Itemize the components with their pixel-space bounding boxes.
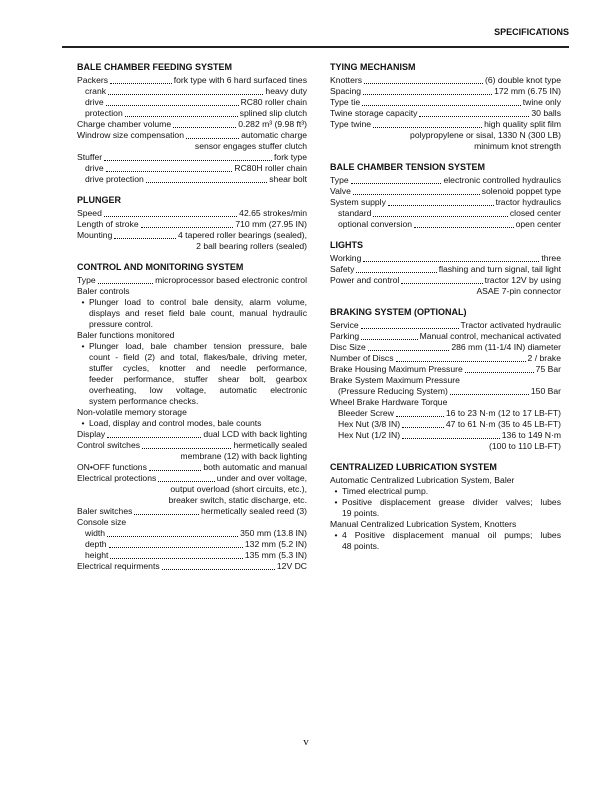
spec-row-electrical-protections: Electrical protections under and over voltage, [77,473,307,483]
plunger-section [77,195,307,252]
spec-row-type: Type electronic controlled hydraulics [330,175,561,185]
spec-continuation: (100 to 110 LB-FT) [489,441,561,451]
spec-row-width: width 350 mm (13.8 IN) [85,528,307,538]
page-number: v [303,736,309,748]
spec-row-electrical-requirements: Electrical requirments 12V DC [77,561,307,571]
right-column [330,62,561,552]
spec-row-type-twine: Type twine high quality split film [330,119,561,129]
section-title: PLUNGER [77,195,122,205]
spec-row-valve: Valve solenoid poppet type [330,186,561,196]
spec-row-power-control: Power and control tractor 12V by using [330,275,561,285]
bullet-item: • Load, display and control modes, bale counts [77,418,307,429]
section-title: TYING MECHANISM [330,62,416,72]
spec-text: Baler controls [77,286,130,296]
braking-section [330,307,561,452]
lubrication-section [330,462,561,552]
spec-row-housing-pressure: Brake Housing Maximum Pressure 75 Bar [330,364,561,374]
spec-row-spacing: Spacing 172 mm (6.75 IN) [330,86,561,96]
spec-row-number-of-discs: Number of Discs 2 / brake [330,353,561,363]
spec-row-type-tie: Type tie twine only [330,97,561,107]
spec-row-working: Working three [330,253,561,263]
bullet-icon: • [334,497,338,507]
spec-row-display: Display dual LCD with back lighting [77,429,307,439]
bullet-item: • Timed electrical pump. [330,486,561,497]
spec-row-mounting: Mounting 4 tapered roller bearings (sealed), [77,230,307,240]
spec-text: Non-volatile memory storage [77,407,187,417]
spec-row-onoff: ON•OFF functions both automatic and manual [77,462,307,472]
spec-text: Console size [77,517,127,527]
bullet-item: • Plunger load, bale chamber tension pressure, bale count - field (2) and total, flakes/bale, driving meter, stuffer cycles, knotter and needle performance, feeder performance, stuffer shear bolt, gearbox overheating, low voltage, automatic electronic system performance checks. [77,341,307,407]
spec-continuation: sensor engages stuffer clutch [194,141,307,151]
spec-row-control-switches: Control switches hermetically sealed [77,440,307,450]
spec-row-safety: Safety flashing and turn signal, tail light [330,264,561,274]
spec-row-bleeder-screw: Bleeder Screw 16 to 23 N·m (12 to 17 LB-FT) [338,408,561,418]
spec-row-baler-switches: Baler switches hermetically sealed reed (3) [77,506,307,516]
spec-row-drive: drive RC80 roller chain [85,97,307,107]
spec-row-crank: crank heavy duty [85,86,307,96]
section-title: BALE CHAMBER FEEDING SYSTEM [77,62,233,72]
spec-row-stuffer-protection: drive protection shear bolt [85,174,307,184]
spec-row-windrow: Windrow size compensation automatic charge [77,130,307,140]
spec-row-speed: Speed 42.65 strokes/min [77,208,307,218]
spec-continuation: polypropylene or sisal, 1330 N (300 LB) [410,130,561,140]
tying-mechanism-section [330,62,561,152]
spec-continuation: ASAE 7-pin connector [476,286,561,296]
spec-row-depth: depth 132 mm (5.2 IN) [85,539,307,549]
spec-row-pressure-reducing: (Pressure Reducing System) 150 Bar [338,386,561,396]
section-title: CONTROL AND MONITORING SYSTEM [77,262,244,272]
section-title: LIGHTS [330,240,363,250]
spec-row-disc-size: Disc Size 286 mm (11-1/4 IN) diameter [330,342,561,352]
spec-row-type: Type microprocessor based electronic control [77,275,307,285]
bullet-icon: • [81,297,85,307]
spec-continuation: breaker switch, static discharge, etc. [168,495,307,505]
spec-row-optional: optional conversion open center [338,219,561,229]
bullet-icon: • [334,530,338,540]
bullet-icon: • [334,486,338,496]
bullet-item: • Plunger load to control bale density, alarm volume, displays and reset field bale count, manual hydraulic pressure control. [77,297,307,330]
spec-row-stuffer-drive: drive RC80H roller chain [85,163,307,173]
spec-row-stuffer: Stuffer fork type [77,152,307,162]
spec-row-hex-nut-12: Hex Nut (1/2 IN) 136 to 149 N·m [338,430,561,440]
spec-text: Automatic Centralized Lubrication System, Baler [330,475,515,485]
spec-continuation: 2 ball bearing rollers (sealed) [196,241,307,251]
section-title: BALE CHAMBER TENSION SYSTEM [330,162,486,172]
bullet-icon: • [81,418,85,428]
header-rule [62,46,569,48]
left-column [77,62,307,572]
page-header: SPECIFICATIONS [494,27,569,37]
spec-row-stroke: Length of stroke 710 mm (27.95 IN) [77,219,307,229]
spec-row-standard: standard closed center [338,208,561,218]
spec-row-system-supply: System supply tractor hydraulics [330,197,561,207]
bale-chamber-tension-section [330,162,561,230]
bale-chamber-feeding-section [77,62,307,185]
spec-row-knotters: Knotters (6) double knot type [330,75,561,85]
spec-continuation: membrane (12) with back lighting [180,451,307,461]
spec-text: Brake System Maximum Pressure [330,375,460,385]
bullet-item: • 4 Positive displacement manual oil pumps; lubes 48 points. [330,530,561,552]
spec-text: Wheel Brake Hardware Torque [330,397,448,407]
spec-row-packers: Packers fork type with 6 hard surfaced tines [77,75,307,85]
spec-text: Baler functions monitored [77,330,175,340]
spec-row-parking: Parking Manual control, mechanical activated [330,331,561,341]
spec-row-height: height 135 mm (5.3 IN) [85,550,307,560]
spec-text: Manual Centralized Lubrication System, Knotters [330,519,517,529]
control-monitoring-section [77,262,307,572]
section-title: BRAKING SYSTEM (OPTIONAL) [330,307,467,317]
section-title: CENTRALIZED LUBRICATION SYSTEM [330,462,497,472]
spec-row-service: Service Tractor activated hydraulic [330,320,561,330]
spec-continuation: output overload (short circuits, etc.), [170,484,307,494]
spec-row-hex-nut-38: Hex Nut (3/8 IN) 47 to 61 N·m (35 to 45 LB-FT) [338,419,561,429]
bullet-icon: • [81,341,85,351]
spec-row-protection: protection splined slip clutch [85,108,307,118]
spec-row-charge: Charge chamber volume 0.282 m³ (9.98 ft³) [77,119,307,129]
spec-continuation: minimum knot strength [474,141,561,151]
spec-row-twine-storage: Twine storage capacity 30 balls [330,108,561,118]
bullet-item: • Positive displacement grease divider valves; lubes 19 points. [330,497,561,519]
lights-section [330,240,561,297]
